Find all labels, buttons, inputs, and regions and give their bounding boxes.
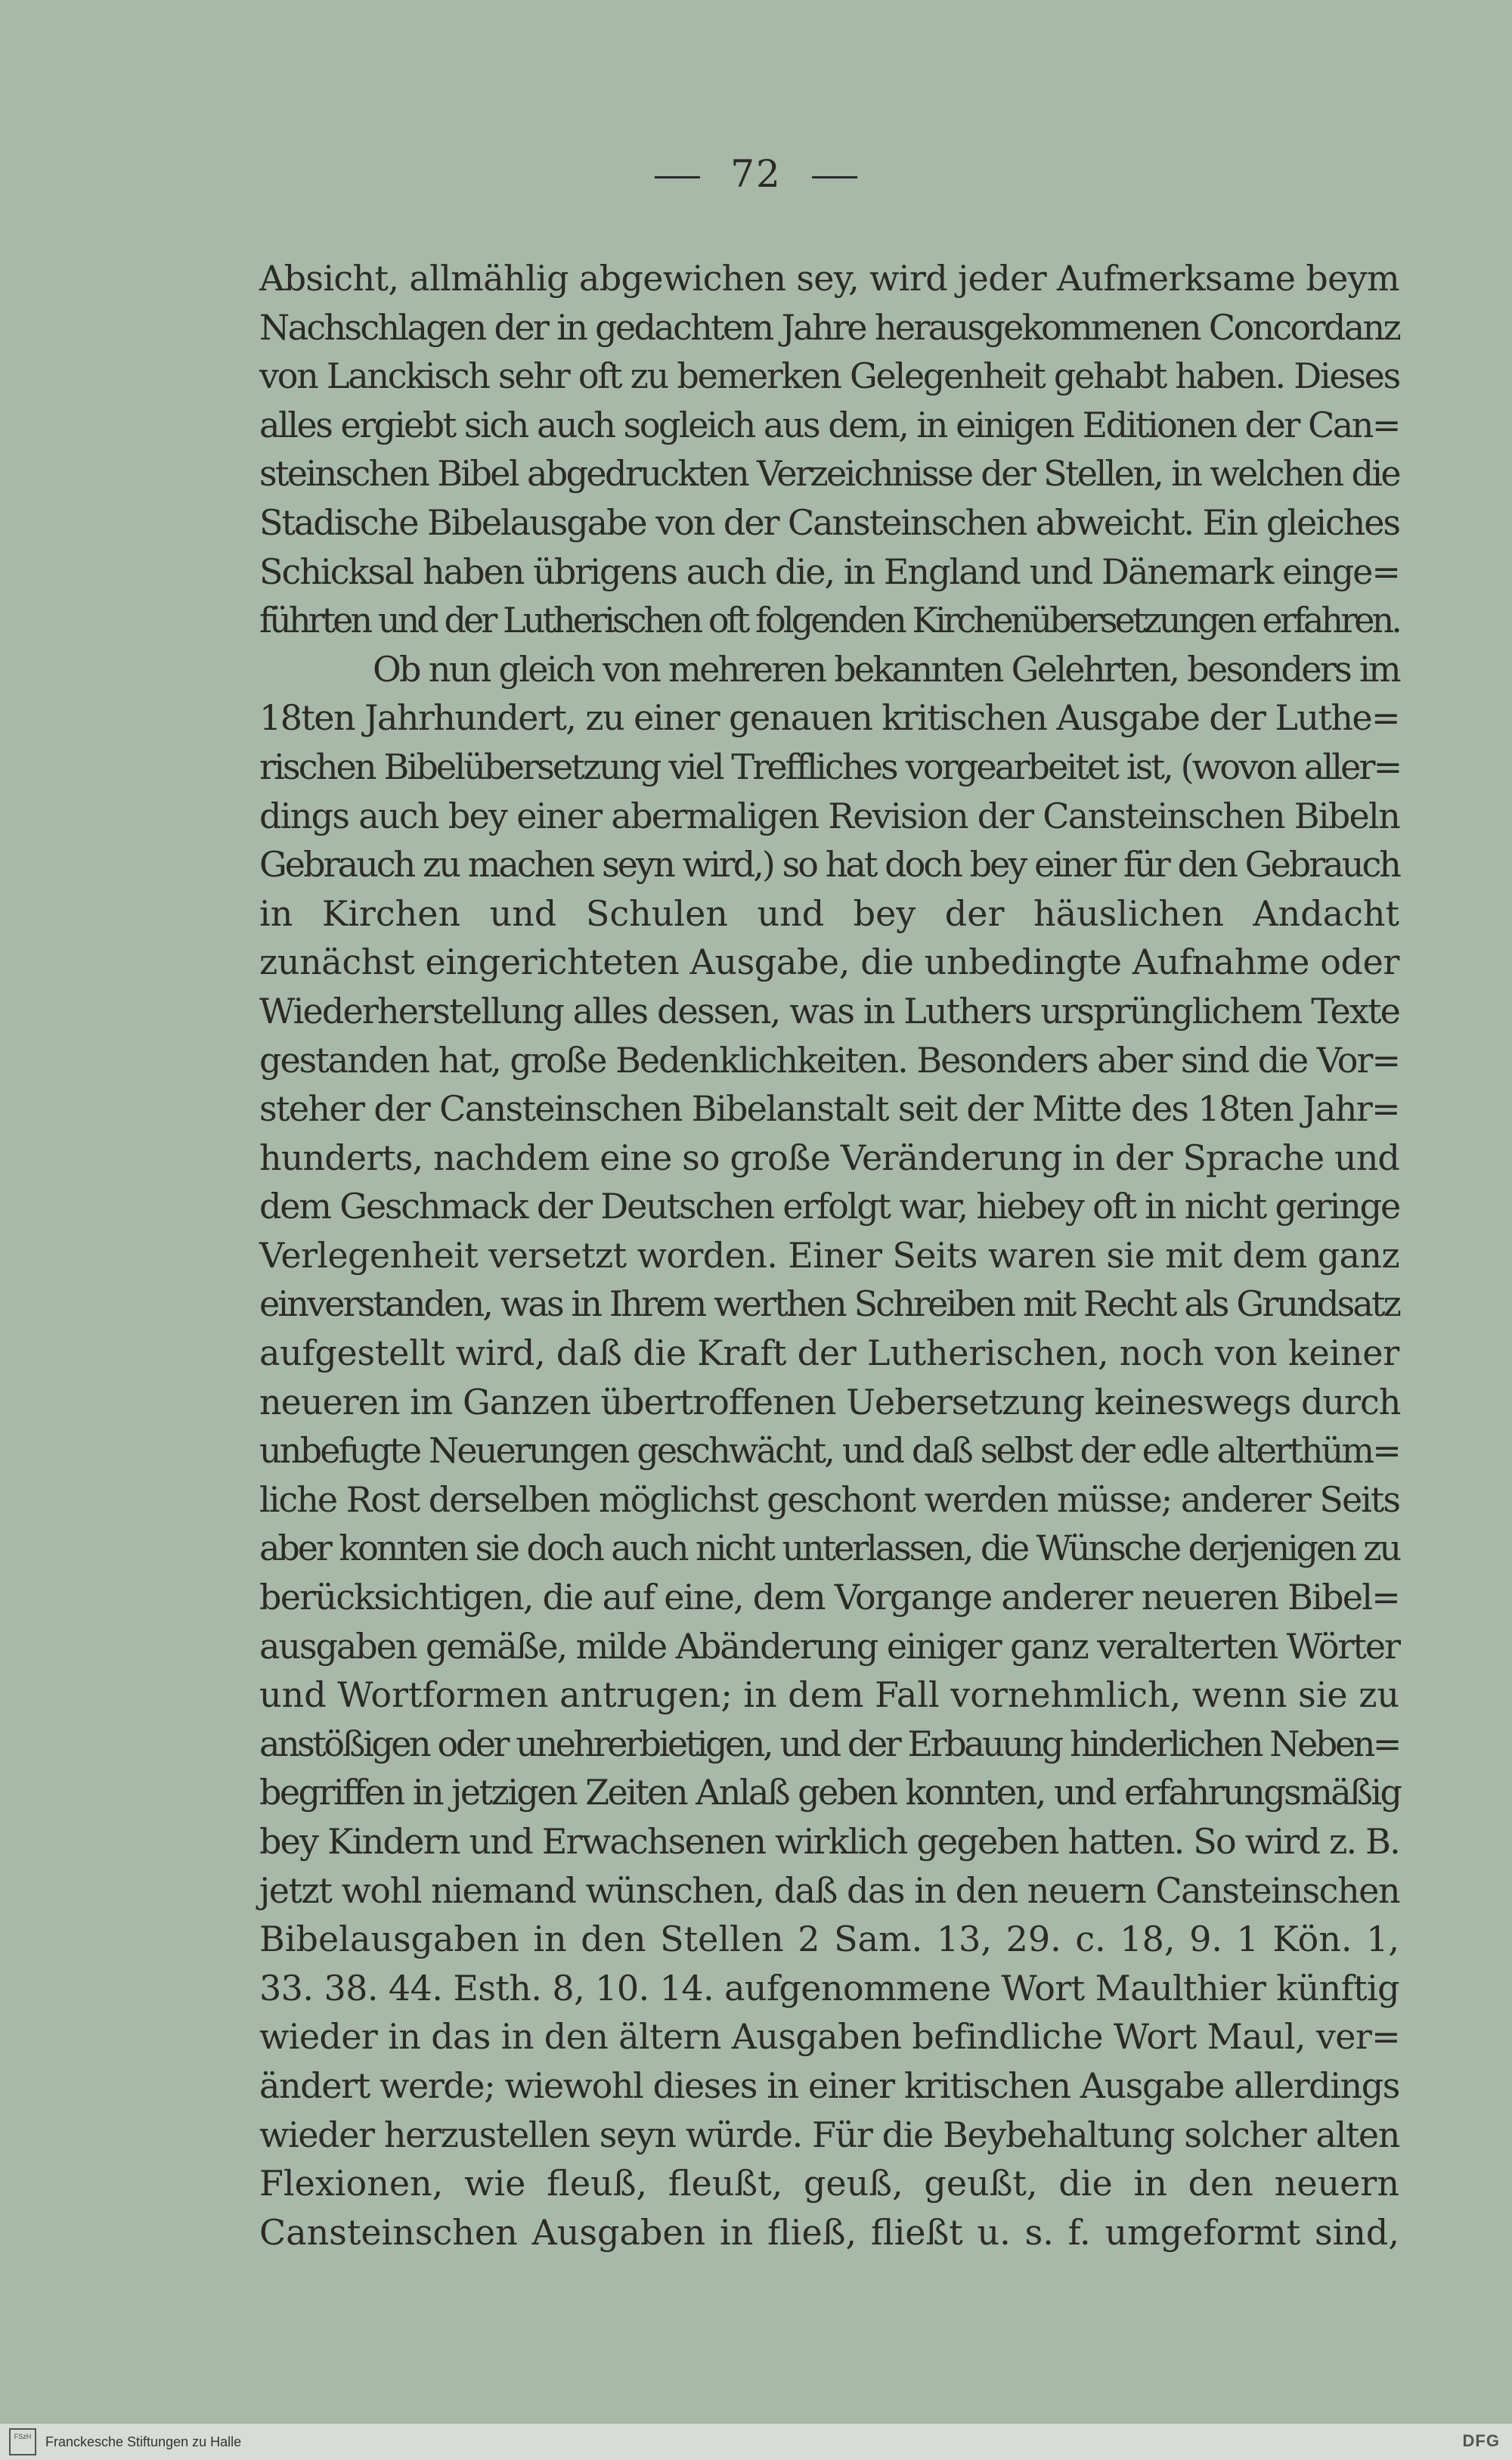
text-line: 33. 38. 44. Esth. 8, 10. 14. aufgenommene Wort Maulthier künftig <box>259 1967 1400 2009</box>
text-line: ausgaben gemäße, milde Abänderung einiger ganz veralterten Wörter <box>259 1625 1399 1667</box>
text-line: 18ten Jahrhundert, zu einer genauen kritischen Ausgabe der Luthe= <box>259 697 1399 739</box>
text-line: Flexionen, wie fleuß, fleußt, geuß, geußt, die in den neuern <box>259 2163 1399 2204</box>
text-line: und Wortformen antrugen; in dem Fall vornehmlich, wenn sie zu <box>259 1674 1400 1716</box>
text-line: von Lanckisch sehr oft zu bemerken Gelegenheit gehabt haben. Dieses <box>259 355 1400 397</box>
text-line: in Kirchen und Schulen und bey der häuslichen Andacht <box>259 892 1399 934</box>
text-line: dem Geschmack der Deutschen erfolgt war, hiebey oft in nicht geringe <box>259 1186 1400 1227</box>
institution-logo <box>9 2428 36 2455</box>
viewer-footer <box>0 2424 1512 2460</box>
text-line: Stadische Bibelausgabe von der Cansteinschen abweicht. Ein gleiches <box>259 501 1399 543</box>
text-line: ändert werde; wiewohl dieses in einer kritischen Ausgabe allerdings <box>259 2064 1400 2106</box>
text-line-paragraph-start: Ob nun gleich von mehreren bekannten Gelehrten, besonders im <box>373 648 1399 690</box>
page-number: 72 <box>730 152 782 196</box>
text-line: wieder herzustellen seyn würde. Für die Beybehaltung solcher alten <box>259 2114 1399 2155</box>
text-line: unbefugte Neuerungen geschwächt, und daß selbst der edle alterthüm= <box>259 1430 1400 1472</box>
text-line: aber konnten sie doch auch nicht unterlassen, die Wünsche derjenigen zu <box>259 1528 1400 1569</box>
text-line: führten und der Lutherischen oft folgenden Kirchenübersetzungen erfahren. <box>259 600 1400 641</box>
institution-name: Franckesche Stiftungen zu Halle <box>45 2434 242 2449</box>
text-line: Gebrauch zu machen seyn wird,) so hat doch bey einer für den Gebrauch <box>259 844 1399 886</box>
text-line: berücksichtigen, die auf eine, dem Vorgange anderer neueren Bibel= <box>259 1577 1399 1618</box>
text-line: neueren im Ganzen übertroffenen Uebersetzung keineswegs durch <box>259 1381 1401 1422</box>
text-line: begriffen in jetzigen Zeiten Anlaß geben konnten, und erfahrungsmäßig <box>259 1772 1401 1813</box>
text-line: bey Kindern und Erwachsenen wirklich gegeben hatten. So wird z. B. <box>259 1821 1399 1862</box>
text-line: alles ergiebt sich auch sogleich aus dem, in einigen Editionen der Can= <box>259 404 1399 445</box>
text-line: steinschen Bibel abgedruckten Verzeichnisse der Stellen, in welchen die <box>259 453 1400 495</box>
institution-logo-text: FSzH <box>14 2433 32 2440</box>
header-dash-left <box>655 176 700 178</box>
text-line: anstößigen oder unehrerbietigen, und der Erbauung hinderlichen Neben= <box>259 1723 1399 1764</box>
text-line: zunächst eingerichteten Ausgabe, die unbedingte Aufnahme oder <box>259 942 1399 983</box>
text-line: gestanden hat, große Bedenklichkeiten. Besonders aber sind die Vor= <box>259 1039 1399 1081</box>
text-line: wieder in das in den ältern Ausgaben befindliche Wort Maul, ver= <box>259 2016 1401 2058</box>
text-line: Bibelausgaben in den Stellen 2 Sam. 13, 29. c. 18, 9. 1 Kön. 1, <box>259 1919 1399 1960</box>
text-line: Cansteinschen Ausgaben in fließ, fließt u. s. f. umgeformt sind, <box>259 2211 1399 2253</box>
text-line: dings auch bey einer abermaligen Revision der Cansteinschen Bibeln <box>259 795 1399 836</box>
text-line: aufgestellt wird, daß die Kraft der Lutherischen, noch von keiner <box>259 1332 1399 1374</box>
header-dash-right <box>812 176 857 178</box>
text-line: hunderts, nachdem eine so große Veränderung in der Sprache und <box>259 1137 1399 1178</box>
text-line: Wiederherstellung alles dessen, was in Luthers ursprünglichem Texte <box>259 990 1400 1031</box>
body-text <box>259 254 1399 2257</box>
text-line: Schicksal haben übrigens auch die, in England und Dänemark einge= <box>259 551 1399 592</box>
text-line: Nachschlagen der in gedachtem Jahre herausgekommenen Concordanz <box>259 306 1400 348</box>
text-line: Verlegenheit versetzt worden. Einer Seits waren sie mit dem ganz <box>259 1234 1399 1276</box>
dfg-logo: DFG <box>1462 2431 1500 2450</box>
text-line: rischen Bibelübersetzung viel Treffliches vorgearbeitet ist, (wovon aller= <box>259 746 1401 787</box>
text-line: jetzt wohl niemand wünschen, daß das in den neuern Cansteinschen <box>259 1869 1400 1911</box>
page-header <box>0 144 1512 204</box>
text-line: steher der Cansteinschen Bibelanstalt seit der Mitte des 18ten Jahr= <box>259 1088 1399 1130</box>
text-line: Absicht, allmählig abgewichen sey, wird jeder Aufmerksame beym <box>259 258 1400 299</box>
text-line: liche Rost derselben möglichst geschont werden müsse; anderer Seits <box>259 1478 1399 1520</box>
text-line: einverstanden, was in Ihrem werthen Schreiben mit Recht als Grundsatz <box>259 1283 1399 1325</box>
